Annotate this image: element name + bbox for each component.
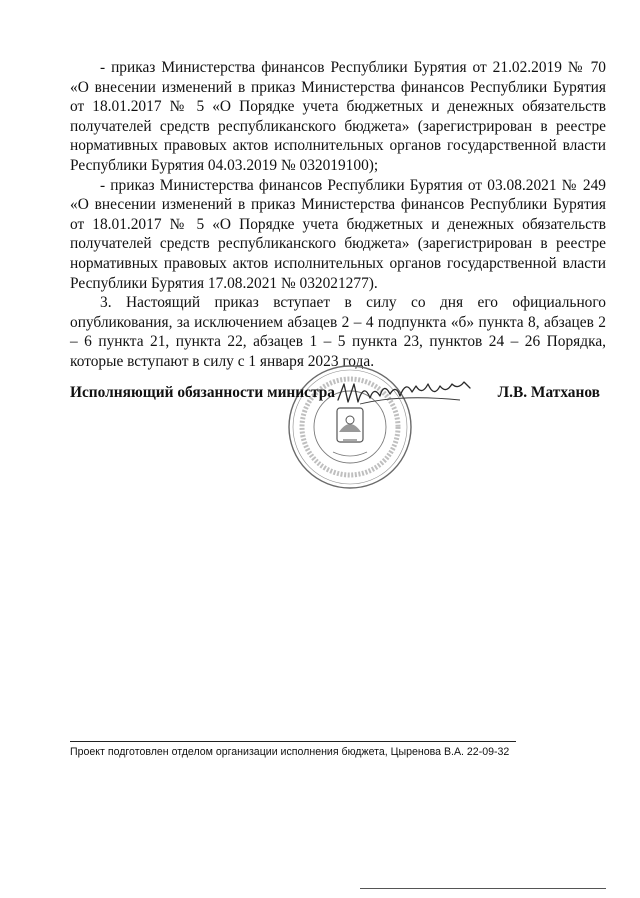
signatory-name: Л.В. Матханов <box>497 384 600 401</box>
signature-block <box>70 384 606 408</box>
paragraph-order-70: - приказ Министерства финансов Республики Бурятия от 21.02.2019 № 70 «О внесении изменений в приказ Министерства финансов Республики Бурятия от 18.01.2017 № 5 «О Порядке учета бюджетных и денежных обязательств получателей средств республиканского бюджета» (зарегистрирован в реестре нормативных правовых актов исполнительных органов государственной власти Республики Бурятия 04.03.2019 № 032019100); <box>70 59 606 174</box>
paragraph-order-249: - приказ Министерства финансов Республики Бурятия от 03.08.2021 № 249 «О внесении изменений в приказ Министерства финансов Республики Бурятия от 18.01.2017 № 5 «О Порядке учета бюджетных и денежных обязательств получателей средств республиканского бюджета» (зарегистрирован в реестре нормативных правовых актов исполнительных органов государственной власти Республики Бурятия 17.08.2021 № 032021277). <box>70 176 606 292</box>
footer-divider <box>70 741 516 742</box>
footer-prepared-by: Проект подготовлен отделом организации исполнения бюджета, Цыренова В.А. 22-09-32 <box>70 746 510 758</box>
signatory-title: Исполняющий обязанности министра <box>70 384 335 401</box>
paragraph-effective-date: 3. Настоящий приказ вступает в силу со дня его официального опубликования, за исключением абзацев 2 – 4 подпункта «б» пункта 8, абзацев 2 – 6 пункта 21, пункта 22, абзацев 1 – 5 пункта 23, пунктов 24 – 26 Порядка, которые вступают в силу с 1 января 2023 года. <box>70 294 606 370</box>
bottom-divider <box>360 888 606 889</box>
document-body <box>70 58 606 372</box>
